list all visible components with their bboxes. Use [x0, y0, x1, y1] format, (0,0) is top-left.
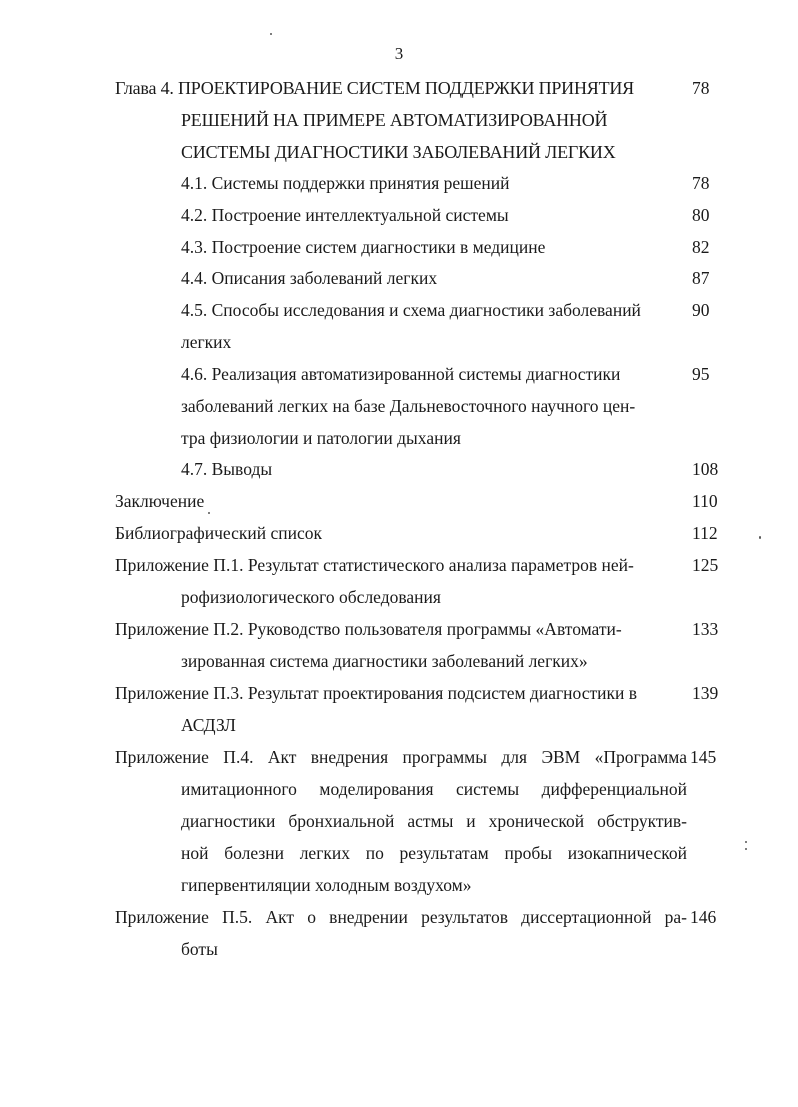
appendix-p4-title-line-1: Приложение П.4. Акт внедрения программы для ЭВМ «Программа — [115, 747, 687, 767]
appendix-p1-title-line-1: Приложение П.1. Результат статистического анализа параметров ней- — [115, 555, 634, 575]
section-4-2-title: 4.2. Построение интеллектуальной системы — [181, 205, 509, 225]
section-4-5-title-line-2: легких — [181, 332, 232, 352]
appendix-p5-page: 146 — [690, 907, 717, 927]
chapter-4-title-line-3: СИСТЕМЫ ДИАГНОСТИКИ ЗАБОЛЕВАНИЙ ЛЕГКИХ — [181, 142, 616, 162]
appendix-p3-title-line-2: АСДЗЛ — [181, 715, 236, 735]
section-4-1-page: 78 — [692, 173, 710, 193]
appendix-p2-title-line-1: Приложение П.2. Руководство пользователя программы «Автомати- — [115, 619, 622, 639]
appendix-p4-title-line-5: гипервентиляции холодным воздухом» — [181, 875, 472, 895]
section-4-5-title-line-1: 4.5. Способы исследования и схема диагностики заболеваний — [181, 300, 641, 320]
appendix-p3-title-line-1: Приложение П.3. Результат проектирования подсистем диагностики в — [115, 683, 637, 703]
section-4-7-page: 108 — [692, 459, 719, 479]
conclusion-page: 110 — [692, 491, 718, 511]
chapter-4-title-line-2: РЕШЕНИЙ НА ПРИМЕРЕ АВТОМАТИЗИРОВАННОЙ — [181, 110, 608, 130]
appendix-p3-page: 139 — [692, 683, 719, 703]
appendix-p4-title-line-2: имитационного моделирования системы дифференциальной — [181, 779, 687, 799]
section-4-4-page: 87 — [692, 268, 710, 288]
appendix-p1-page: 125 — [692, 555, 719, 575]
appendix-p2-title-line-2: зированная система диагностики заболеваний легких» — [181, 651, 588, 671]
section-4-7-title: 4.7. Выводы — [181, 459, 273, 479]
appendix-p5-title-line-2: боты — [181, 939, 218, 959]
appendix-p5-title-line-1: Приложение П.5. Акт о внедрении результатов диссертационной ра- — [115, 907, 687, 927]
scan-speck — [745, 841, 747, 843]
scan-speck — [745, 848, 747, 850]
scan-speck — [270, 33, 272, 35]
appendix-p2-page: 133 — [692, 619, 719, 639]
section-4-6-page: 95 — [692, 364, 710, 384]
section-4-6-title-line-2: заболеваний легких на базе Дальневосточного научного цен- — [181, 396, 636, 416]
section-4-4-title: 4.4. Описания заболеваний легких — [181, 268, 438, 288]
bibliography-title: Библиографический список — [115, 523, 323, 543]
chapter-4-title-line-1: Глава 4. ПРОЕКТИРОВАНИЕ СИСТЕМ ПОДДЕРЖКИ ПРИНЯТИЯ — [115, 78, 634, 98]
section-4-1-title: 4.1. Системы поддержки принятия решений — [181, 173, 510, 193]
section-4-3-page: 82 — [692, 237, 710, 257]
appendix-p1-title-line-2: рофизиологического обследования — [181, 587, 441, 607]
scan-speck — [759, 536, 761, 539]
appendix-p4-title-line-3: диагностики бронхиальной астмы и хронической обструктив- — [181, 811, 687, 831]
bibliography-page: 112 — [692, 523, 718, 543]
scan-speck — [208, 512, 210, 514]
conclusion-title: Заключение — [115, 491, 205, 511]
section-4-5-page: 90 — [692, 300, 710, 320]
section-4-3-title: 4.3. Построение систем диагностики в медицине — [181, 237, 546, 257]
chapter-4-page: 78 — [692, 78, 710, 98]
appendix-p4-title-line-4: ной болезни легких по результатам пробы изокапнической — [181, 843, 687, 863]
page-number: 3 — [394, 44, 404, 63]
section-4-2-page: 80 — [692, 205, 710, 225]
section-4-6-title-line-1: 4.6. Реализация автоматизированной системы диагностики — [181, 364, 621, 384]
section-4-6-title-line-3: тра физиологии и патологии дыхания — [181, 428, 461, 448]
appendix-p4-page: 145 — [690, 747, 717, 767]
